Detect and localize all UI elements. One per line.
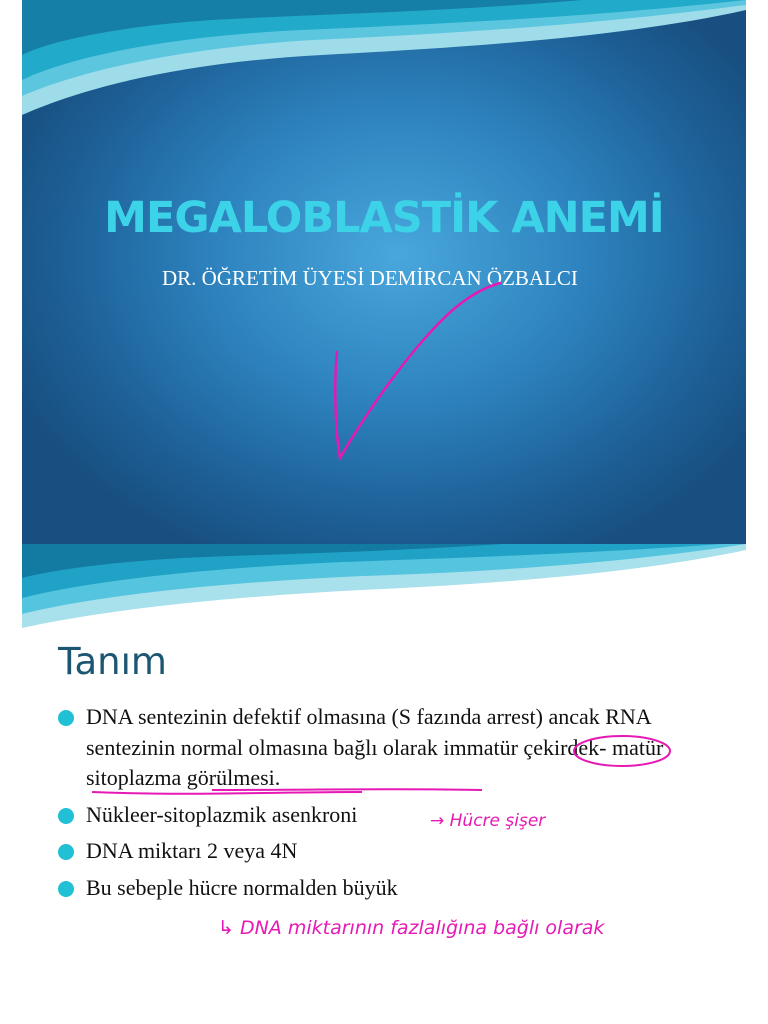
bullet-icon [58, 808, 74, 824]
list-item [58, 836, 738, 867]
bullet-text: DNA sentezinin defektif olmasına (S fazında arrest) ancak RNA sentezinin normal olmasına bağlı olarak immatür çekirdek- matür sitoplazma görülmesi. [86, 704, 664, 790]
list-item [58, 800, 738, 831]
slide-title: MEGALOBLASTİK ANEMİ [104, 193, 664, 243]
handwritten-note: → Hücre şişer [430, 811, 546, 831]
bullet-list [58, 702, 738, 909]
top-wave-decoration [22, 0, 746, 120]
slide-subtitle: DR. ÖĞRETİM ÜYESİ DEMİRCAN ÖZBALCI [162, 266, 578, 290]
bullet-text: DNA miktarı 2 veya 4N [86, 838, 298, 863]
bullet-icon [58, 710, 74, 726]
bullet-icon [58, 881, 74, 897]
section-heading: Tanım [58, 640, 167, 683]
list-item [58, 873, 738, 904]
handwritten-note: ↳ DNA miktarının fazlalığına bağlı olarak [218, 917, 605, 939]
content-slide [22, 544, 746, 1024]
bullet-icon [58, 844, 74, 860]
title-slide [22, 0, 746, 544]
top-wave-decoration [22, 544, 746, 634]
bullet-text: Nükleer-sitoplazmik asenkroni [86, 801, 358, 827]
list-item [58, 702, 738, 794]
bullet-text: Bu sebeple hücre normalden büyük [86, 874, 398, 900]
